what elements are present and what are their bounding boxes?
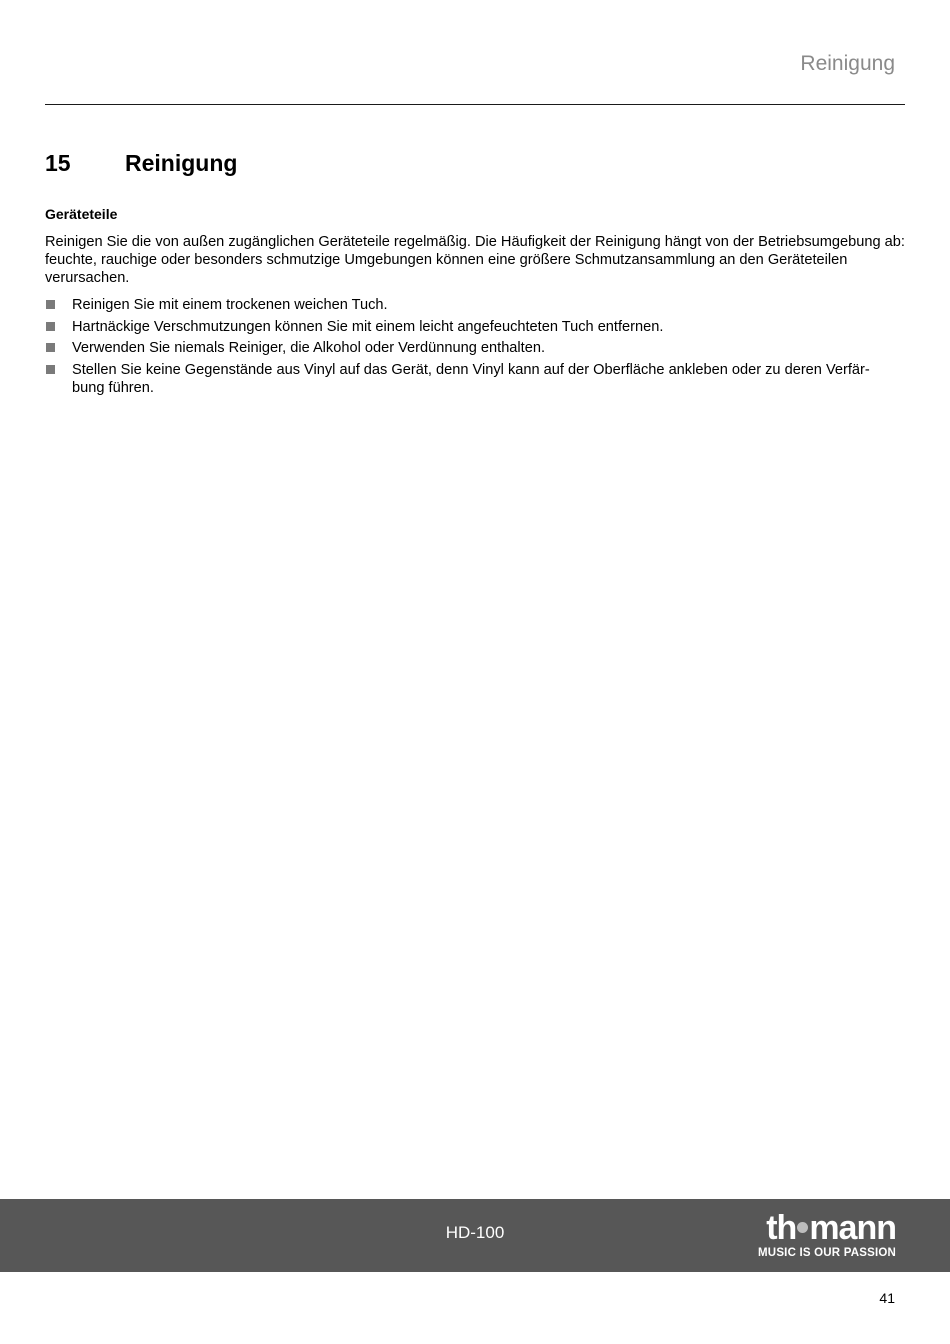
running-header-title: Reinigung [800,52,895,75]
list-item [45,318,885,336]
footer-bar [0,1199,950,1272]
logo-wordmark [736,1211,896,1245]
section-title: Geräteteile [45,206,118,222]
list-item-text: Stellen Sie keine Gegenstände aus Vinyl auf das Gerät, denn Vinyl kann auf der Oberfläche ankleben oder zu deren Verfärbung führen. [72,361,870,396]
intro-paragraph: Reinigen Sie die von außen zugänglichen Geräteteile regelmäßig. Die Häufigkeit der Reinigung hängt von der Betriebsumgebung ab: feuchte, rauchige oder besonders schmutzige Umgebungen können eine größere Schmutzansammlung an den Geräteteilen verursachen. [45,234,905,286]
list-item [45,339,885,357]
logo-tagline: MUSIC IS OUR PASSION [758,1247,896,1259]
list-item-text: Hartnäckige Verschmutzungen können Sie mit einem leicht angefeuchteten Tuch entfernen. [72,318,664,335]
page-number: 41 [879,1290,895,1306]
list-item [45,296,885,314]
chapter-heading [45,148,237,178]
chapter-title: Reinigung [125,150,238,176]
logo-word-left: th [766,1209,797,1247]
cleaning-instructions-list [45,296,885,400]
model-name: HD-100 [445,1223,505,1242]
logo-dot-icon [797,1222,808,1233]
list-item-text: Verwenden Sie niemals Reiniger, die Alkohol oder Verdünnung enthalten. [72,340,546,356]
logo-word-right: mann [809,1209,896,1247]
header-rule [45,104,905,105]
thomann-logo [736,1211,896,1259]
square-bullet-icon [46,322,55,331]
square-bullet-icon [46,365,55,374]
square-bullet-icon [46,300,55,309]
chapter-number: 15 [45,150,71,176]
list-item [45,361,885,397]
list-item-text: Reinigen Sie mit einem trockenen weichen Tuch. [72,297,388,313]
square-bullet-icon [46,343,55,352]
